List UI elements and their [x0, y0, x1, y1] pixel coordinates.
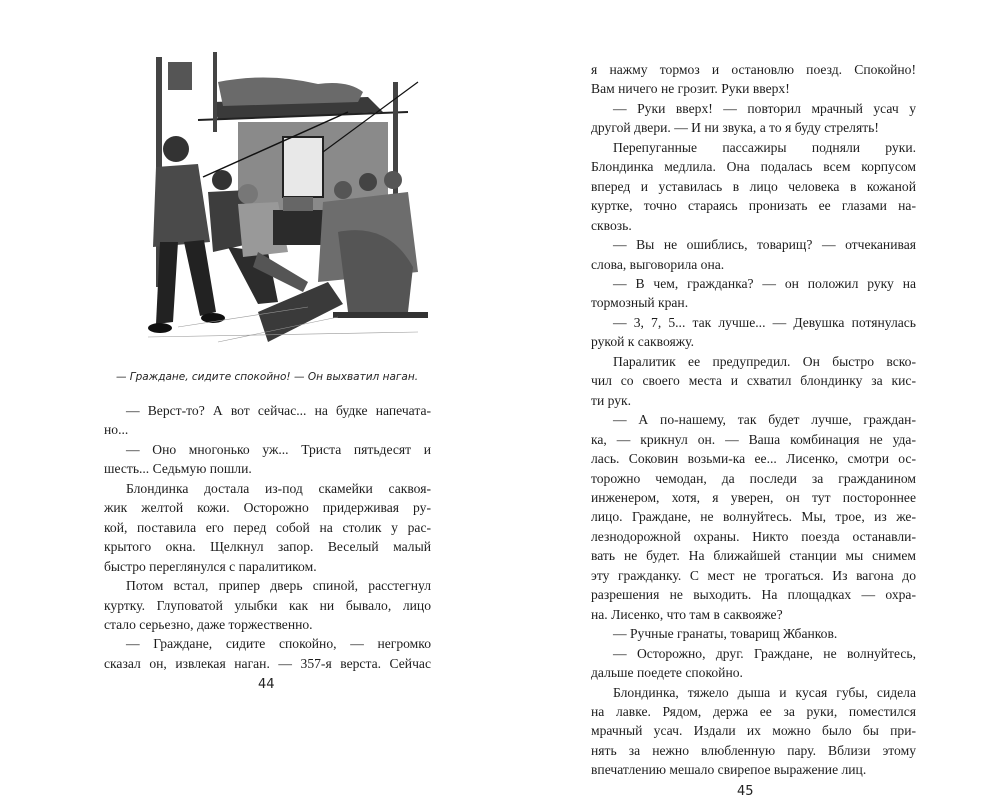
luggage	[218, 77, 363, 106]
table	[273, 210, 328, 245]
text-line: нять за нежно влюбленную пару. Вблизи этому	[591, 742, 916, 758]
text-line: лицо. Граждане, не волнуйтесь. Мы, трое, из же-	[591, 509, 916, 525]
text-line: Блондинка, тяжело дыша и кусая губы, сидела	[613, 684, 916, 700]
left-page	[0, 0, 500, 691]
text-line: — Верст-то? А вот сейчас... на будке напечата-	[126, 403, 431, 418]
text-line: на лавке. Рядом, держа ее за руки, поместился	[591, 703, 916, 719]
text-line: жик желтой кожи. Осторожно придерживая ру-	[104, 500, 431, 516]
figure-leg	[184, 240, 216, 316]
text-line: Потом встал, припер дверь спиной, расстегнул	[126, 578, 431, 594]
text-line: — Вы не ошиблись, товарищ? — отчеканивая	[613, 237, 916, 253]
text-line: быстро переглянулся с паралитиком.	[104, 558, 317, 574]
text-line: сказал он, извлекая наган. — 357-я верста. Сейчас	[104, 655, 431, 671]
text-line: куртку. Глуповатой улыбки как ни бывало, лицо	[104, 597, 431, 613]
bench	[333, 312, 428, 318]
text-line: Блондинка достала из-под скамейки саквоя-	[126, 480, 431, 496]
text-line: чил со своего места и схватил блондинку за кис-	[591, 373, 916, 389]
text-line: дальше поедете спокойно.	[591, 665, 743, 681]
blonde-head	[238, 184, 258, 204]
text-line: ти рук.	[591, 392, 632, 408]
text-line: — А по-нашему, так будет лучше, граждан-	[613, 412, 916, 428]
passenger-head	[359, 173, 377, 191]
text-line: крытого окна. Щелкнул запор. Веселый малый	[104, 539, 431, 555]
seated-man-head	[212, 170, 232, 190]
text-line: слова, выговорила она.	[591, 256, 725, 272]
text-line: другой двери. — И ни звука, а то я буду стрелять!	[591, 120, 879, 136]
window	[283, 137, 323, 197]
text-line: куртке, точно стараясь пронизать ее глазами на-	[591, 198, 916, 214]
text-line: — В чем, гражданка? — он положил руку на	[613, 275, 916, 291]
boot	[148, 323, 172, 333]
text-line: мрачный усач. Издали их можно было бы при-	[591, 723, 916, 739]
text-line: Перепуганные пассажиры подняли руки.	[613, 139, 916, 155]
text-line: — Руки вверх! — повторил мрачный усач у	[613, 100, 916, 116]
text-line: Блондинка медлила. Она подалась всем корпусом	[591, 159, 916, 175]
text-line: — Осторожно, друг. Граждане, не волнуйтесь,	[613, 645, 916, 661]
text-line: впечатлению мешало свирепое выражение лиц.	[591, 762, 867, 778]
text-line: кой, поставила его перед собой на столик у рас-	[104, 519, 431, 535]
page-number-45: 45	[737, 784, 754, 799]
text-line: сквозь.	[591, 217, 632, 233]
text-line: но...	[104, 422, 129, 438]
text-line: на. Лисенко, что там в саквояже?	[591, 606, 783, 622]
post	[213, 52, 217, 132]
engraving-drawing	[118, 42, 428, 350]
text-line: разрешения не выходить. На площадках — охра-	[591, 587, 916, 603]
text-line: эту гражданку. С мест не трогаться. Из вагона до	[591, 567, 916, 583]
text-line: я нажму тормоз и остановлю поезд. Спокойно!	[591, 62, 916, 77]
text-line: — Граждане, сидите спокойно, — негромко	[126, 636, 431, 652]
text-line: — Ручные гранаты, товарищ Жбанков.	[613, 626, 838, 642]
text-line: торожно чемодан, да последи за гражданином	[591, 470, 916, 486]
illustration-caption: — Граждане, сидите спокойно! — Он выхватил наган.	[115, 371, 419, 383]
text-line: лась. Соковин возьми-ка ее... Лисенко, смотри ос-	[591, 451, 916, 467]
text-line: — Оно многонько уж... Триста пятьдесят и	[126, 441, 431, 457]
leather-jacket	[153, 164, 210, 247]
satchel	[283, 197, 313, 211]
text-line: инженером, хотя, я уверен, он тут постороннее	[591, 489, 916, 505]
right-page-body	[591, 60, 916, 780]
lamp	[168, 62, 192, 90]
text-line: вперед и уставилась в лицо человека в кожаной	[591, 178, 916, 194]
text-line: вать не будет. На ближайшей станции мы снимем	[591, 548, 916, 564]
text-line: лезнодорожной охраны. Никто поезда останавли-	[591, 528, 916, 544]
right-page	[500, 0, 1000, 799]
text-line: рукой к саквояжу.	[591, 334, 694, 350]
passenger-head	[384, 171, 402, 189]
text-line: стало серьезно, даже торжественно.	[104, 616, 313, 632]
text-line: — 3, 7, 5... так лучше... — Девушка потянулась	[613, 314, 916, 330]
passenger-head	[334, 181, 352, 199]
figure-head	[163, 136, 189, 162]
text-line: шесть... Седьмую пошли.	[104, 461, 252, 477]
text-line: ка, — крикнул он. — Ваша комбинация не уда-	[591, 431, 916, 447]
left-page-body	[104, 401, 431, 673]
illustration-train-carriage	[118, 42, 428, 350]
text-line: Вам ничего не грозит. Руки вверх!	[591, 81, 790, 97]
text-line: Паралитик ее предупредил. Он быстро вско-	[613, 353, 916, 369]
page-number-44: 44	[258, 677, 275, 692]
text-line: тормозный кран.	[591, 295, 689, 311]
